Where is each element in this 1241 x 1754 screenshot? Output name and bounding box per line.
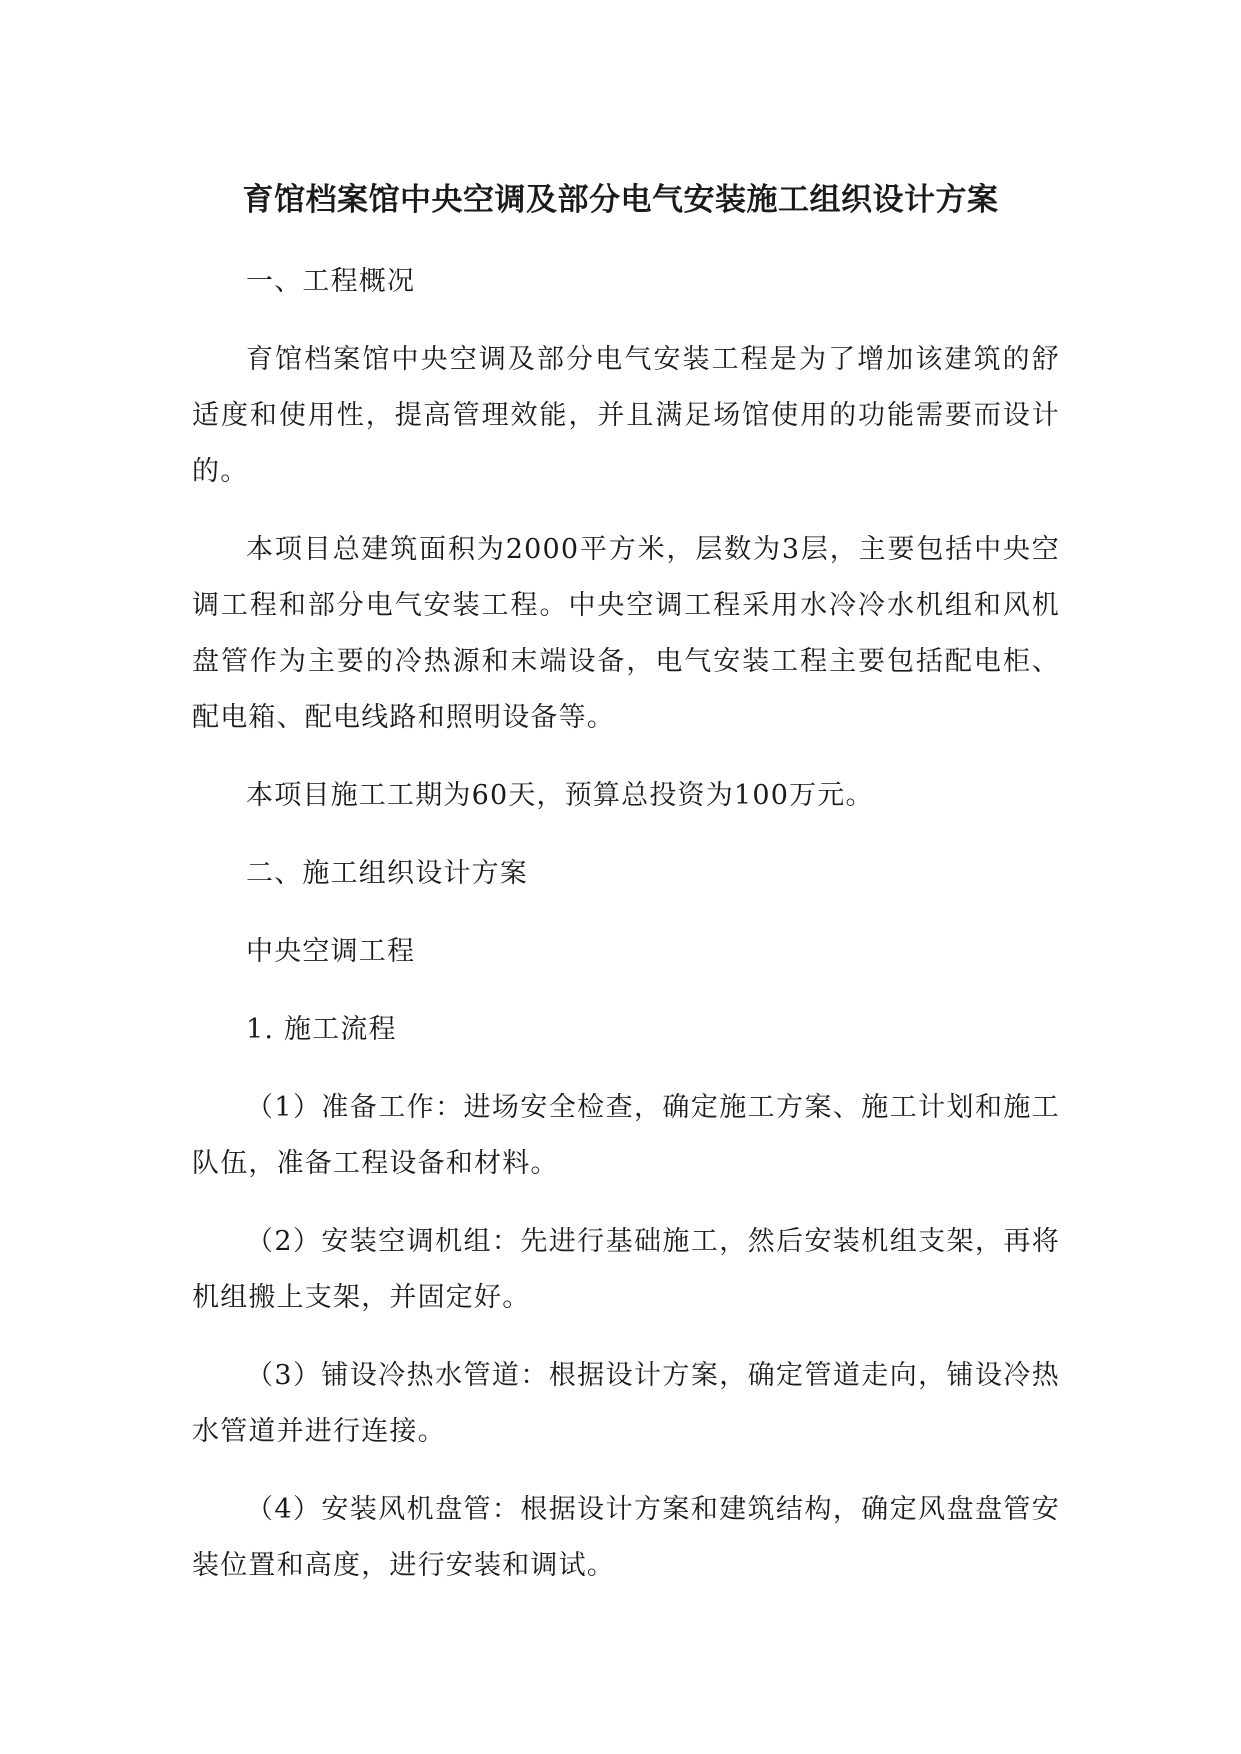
paragraph-scope: 本项目总建筑面积为2000平方米，层数为3层，主要包括中央空调工程和部分电气安装工程。中央空调工程采用水冷冷水机组和风机盘管作为主要的冷热源和末端设备，电气安装工程主要包括配电柜、配电箱、配电线路和照明设备等。 xyxy=(192,534,1060,733)
list-item-preparation: （1）准备工作：进场安全检查，确定施工方案、施工计划和施工队伍，准备工程设备和材料。 xyxy=(192,1092,1060,1179)
section-heading-plan: 二、施工组织设计方案 xyxy=(246,858,528,889)
list-item-fan-coils: （4）安装风机盘管：根据设计方案和建筑结构，确定风盘盘管安装位置和高度，进行安装和调试。 xyxy=(192,1494,1060,1581)
list-item-pipes: （3）铺设冷热水管道：根据设计方案，确定管道走向，铺设冷热水管道并进行连接。 xyxy=(192,1360,1060,1447)
list-heading-process: 1. 施工流程 xyxy=(246,1014,397,1045)
document-body xyxy=(192,254,1060,1594)
subsection-heading-hvac: 中央空调工程 xyxy=(246,936,416,967)
list-item-install-units: （2）安装空调机组：先进行基础施工，然后安装机组支架，再将机组搬上支架，并固定好。 xyxy=(192,1226,1060,1313)
paragraph-purpose: 育馆档案馆中央空调及部分电气安装工程是为了增加该建筑的舒适度和使用性，提高管理效能，并且满足场馆使用的功能需要而设计的。 xyxy=(192,344,1060,487)
section-heading-overview: 一、工程概况 xyxy=(246,266,416,297)
paragraph-schedule-budget: 本项目施工工期为60天，预算总投资为100万元。 xyxy=(246,780,874,811)
document-title: 育馆档案馆中央空调及部分电气安装施工组织设计方案 xyxy=(242,182,999,218)
